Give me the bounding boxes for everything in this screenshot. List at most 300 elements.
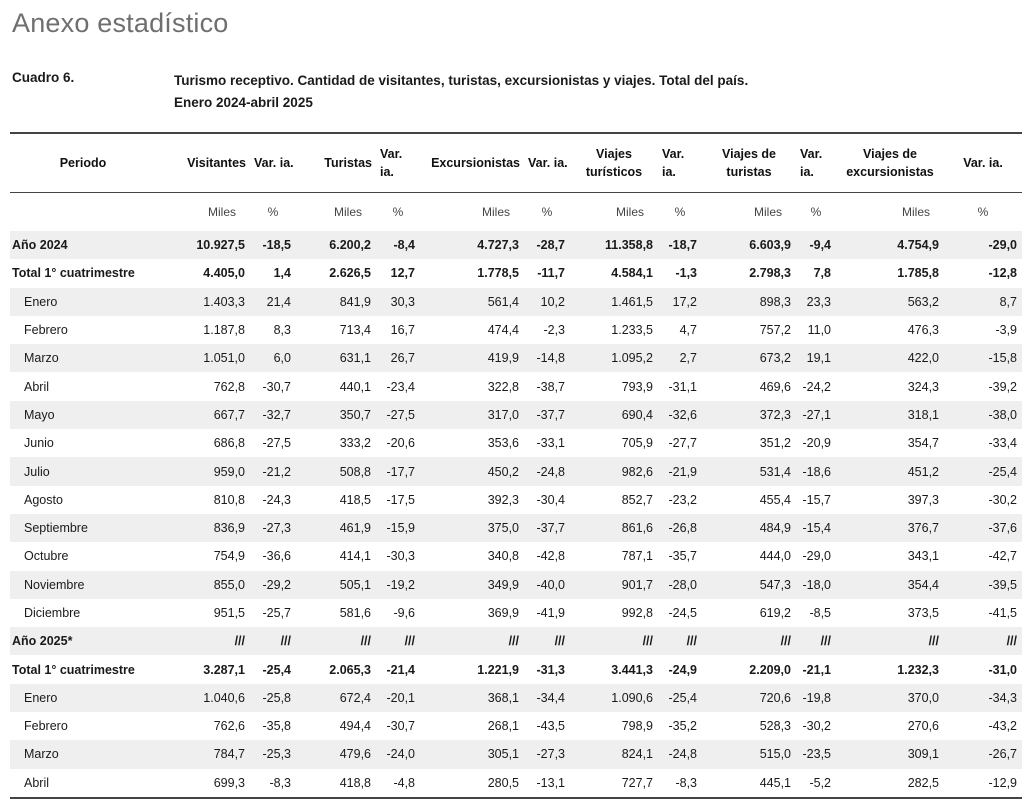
table-row (10, 514, 1022, 542)
variation-cell: -39,5 (944, 571, 1022, 599)
variation-cell: -38,7 (536, 379, 565, 394)
value-cell: 419,9 (420, 344, 524, 372)
header-visitantes: Visitantes (156, 133, 250, 193)
value-cell: 720,6 (702, 684, 796, 712)
value-cell: 2.065,3 (329, 662, 371, 677)
header-var: Var. ia. (524, 133, 570, 193)
variation-cell: -39,2 (988, 379, 1017, 394)
table-row (10, 401, 1022, 429)
header-viajes-de-excursionistas: Viajes de excursionistas (836, 133, 944, 193)
variation-cell: -12,8 (988, 266, 1017, 281)
variation-cell: 7,8 (813, 266, 831, 281)
variation-cell: 19,1 (796, 344, 836, 372)
variation-cell: /// (658, 627, 702, 655)
value-cell: 1.090,6 (570, 684, 658, 712)
value-cell: 445,1 (702, 769, 796, 798)
header-viajes-de-turistas: Viajes de turistas (702, 133, 796, 193)
variation-cell: -19,8 (796, 684, 836, 712)
variation-cell: -24,5 (668, 606, 697, 620)
value-cell: 322,8 (487, 379, 519, 394)
variation-cell: -33,1 (536, 436, 565, 451)
variation-cell: 17,2 (658, 288, 702, 316)
value-cell: 469,6 (759, 379, 791, 394)
variation-cell: -24,3 (262, 492, 291, 507)
value-cell: 508,8 (296, 457, 376, 485)
period-cell: Total 1° cuatrimestre (12, 266, 135, 281)
value-cell: /// (836, 627, 944, 655)
variation-cell: -12,9 (944, 769, 1022, 798)
variation-cell: -33,4 (988, 436, 1017, 451)
value-cell: 494,4 (339, 719, 371, 734)
period-cell: Mayo (10, 401, 156, 429)
variation-cell: 11,0 (807, 323, 831, 338)
table-row (10, 684, 1022, 712)
unit-miles: Miles (615, 205, 644, 219)
variation-cell: -13,1 (524, 769, 570, 798)
variation-cell: -1,3 (675, 266, 697, 281)
value-cell: 561,4 (420, 288, 524, 316)
value-cell: 444,0 (759, 549, 791, 564)
variation-cell: 2,7 (658, 344, 702, 372)
period-cell: Marzo (10, 740, 156, 768)
value-cell: 667,7 (156, 401, 250, 429)
value-cell: 901,7 (570, 571, 658, 599)
variation-cell: 26,7 (376, 344, 420, 372)
value-cell: 333,2 (339, 436, 371, 451)
value-cell: 373,5 (907, 606, 939, 620)
value-cell: 515,0 (702, 740, 796, 768)
value-cell: 686,8 (213, 436, 245, 451)
value-cell: 841,9 (296, 288, 376, 316)
variation-cell: -25,7 (262, 606, 291, 620)
value-cell: 762,6 (213, 719, 245, 734)
unit-miles: Miles (481, 205, 510, 219)
value-cell: 705,9 (621, 436, 653, 451)
value-cell: 455,4 (759, 492, 791, 507)
value-cell: 450,2 (420, 457, 524, 485)
value-cell: 354,7 (907, 436, 939, 451)
value-cell: 351,2 (759, 436, 791, 451)
value-cell: 375,0 (420, 514, 524, 542)
cuadro-label: Cuadro 6. (12, 70, 75, 85)
value-cell: 270,6 (907, 719, 939, 734)
period-cell: Año 2025* (10, 627, 156, 655)
value-cell: 474,4 (487, 323, 519, 338)
value-cell: 1.233,5 (611, 323, 653, 338)
value-cell: 440,1 (339, 379, 371, 394)
unit-miles: Miles (753, 205, 782, 219)
variation-cell: -2,3 (543, 323, 565, 338)
value-cell: 672,4 (296, 684, 376, 712)
value-cell: 479,6 (296, 740, 376, 768)
variation-cell: -25,8 (250, 684, 296, 712)
variation-cell: -43,2 (988, 719, 1017, 734)
value-cell: 861,6 (570, 514, 658, 542)
variation-cell: -28,0 (658, 571, 702, 599)
variation-cell: 8,7 (944, 288, 1022, 316)
variation-cell: /// (376, 627, 420, 655)
variation-cell: -8,3 (658, 769, 702, 798)
table-row (10, 259, 1022, 287)
variation-cell: /// (796, 627, 836, 655)
period-cell: Diciembre (24, 606, 81, 620)
unit-miles: Miles (901, 205, 930, 219)
variation-cell: 30,3 (376, 288, 420, 316)
table-header-row (10, 133, 1022, 193)
variation-cell: -28,7 (524, 231, 570, 259)
header-excursionistas: Excursionistas (420, 133, 524, 193)
period-cell: Enero (10, 288, 156, 316)
table-row (10, 655, 1022, 683)
variation-cell: -31,0 (988, 662, 1017, 677)
period-cell: Total 1° cuatrimestre (12, 662, 135, 677)
variation-cell: -24,2 (802, 379, 831, 394)
value-cell: 855,0 (156, 571, 250, 599)
value-cell: 992,8 (621, 606, 653, 620)
value-cell: /// (420, 627, 524, 655)
header-var: Var. ia. (944, 133, 1022, 193)
variation-cell: -21,4 (386, 662, 415, 677)
value-cell: 318,1 (836, 401, 944, 429)
variation-cell: -21,2 (250, 457, 296, 485)
variation-cell: 12,7 (390, 266, 415, 281)
unit-pct: % (392, 205, 404, 219)
variation-cell: -8,5 (809, 606, 831, 620)
value-cell: 305,1 (420, 740, 524, 768)
variation-cell: /// (944, 627, 1022, 655)
variation-cell: -25,4 (658, 684, 702, 712)
variation-cell: -42,8 (536, 549, 565, 564)
value-cell: 309,1 (836, 740, 944, 768)
variation-cell: 1,4 (273, 266, 291, 281)
value-cell: 6.603,9 (702, 231, 796, 259)
table-row (10, 712, 1022, 740)
value-cell: 4.584,1 (611, 266, 653, 281)
value-cell: 563,2 (836, 288, 944, 316)
table-row (10, 486, 1022, 514)
variation-cell: -15,8 (944, 344, 1022, 372)
value-cell: 619,2 (759, 606, 791, 620)
unit-pct: % (541, 205, 553, 219)
value-cell: 784,7 (156, 740, 250, 768)
value-cell: 547,3 (702, 571, 796, 599)
variation-cell: -30,2 (988, 492, 1017, 507)
variation-cell: -18,5 (250, 231, 296, 259)
units-row (10, 193, 1022, 232)
variation-cell: -15,7 (802, 492, 831, 507)
variation-cell: -18,6 (796, 457, 836, 485)
variation-cell: -20,1 (376, 684, 420, 712)
variation-cell: -37,7 (524, 401, 570, 429)
variation-cell: -27,3 (250, 514, 296, 542)
variation-cell: -23,4 (386, 379, 415, 394)
value-cell: 397,3 (907, 492, 939, 507)
header-var: Var. ia. (796, 133, 836, 193)
value-cell: 268,1 (487, 719, 519, 734)
value-cell: 727,7 (570, 769, 658, 798)
variation-cell: -34,4 (524, 684, 570, 712)
value-cell: 713,4 (339, 323, 371, 338)
value-cell: /// (702, 627, 796, 655)
value-cell: 2.798,3 (749, 266, 791, 281)
variation-cell: -24,0 (376, 740, 420, 768)
value-cell: 343,1 (907, 549, 939, 564)
value-cell: 4.727,3 (420, 231, 524, 259)
variation-cell: -11,7 (537, 266, 565, 281)
header-var: Var. ia. (376, 133, 420, 193)
variation-cell: -29,0 (802, 549, 831, 564)
variation-cell: 10,2 (524, 288, 570, 316)
variation-cell: 16,7 (390, 323, 415, 338)
header-turistas: Turistas (296, 133, 376, 193)
value-cell: 484,9 (702, 514, 796, 542)
header-periodo: Periodo (10, 133, 156, 193)
period-cell: Enero (10, 684, 156, 712)
value-cell: 1.221,9 (477, 662, 519, 677)
variation-cell: -26,7 (944, 740, 1022, 768)
variation-cell: -35,2 (668, 719, 697, 734)
variation-cell: -25,3 (250, 740, 296, 768)
value-cell: 4.754,9 (836, 231, 944, 259)
variation-cell: -30,7 (386, 719, 415, 734)
variation-cell: -27,5 (376, 401, 420, 429)
variation-cell: /// (524, 627, 570, 655)
value-cell: 2.626,5 (329, 266, 371, 281)
table-row (10, 627, 1022, 655)
variation-cell: -42,7 (988, 549, 1017, 564)
variation-cell: -29,0 (944, 231, 1022, 259)
value-cell: 349,9 (420, 571, 524, 599)
cuadro-title (174, 70, 748, 114)
value-cell: 340,8 (487, 549, 519, 564)
value-cell: 422,0 (836, 344, 944, 372)
value-cell: 1.095,2 (570, 344, 658, 372)
variation-cell: -15,9 (376, 514, 420, 542)
value-cell: 982,6 (570, 457, 658, 485)
variation-cell: -30,2 (802, 719, 831, 734)
variation-cell: -15,4 (796, 514, 836, 542)
value-cell: 951,5 (213, 606, 245, 620)
variation-cell: -29,2 (250, 571, 296, 599)
variation-cell: -14,8 (524, 344, 570, 372)
value-cell: 476,3 (907, 323, 939, 338)
variation-cell: -17,7 (376, 457, 420, 485)
value-cell: 280,5 (420, 769, 524, 798)
period-cell: Agosto (24, 492, 63, 507)
value-cell: 959,0 (156, 457, 250, 485)
unit-pct: % (977, 205, 989, 219)
variation-cell: -32,6 (658, 401, 702, 429)
variation-cell: -30,3 (386, 549, 415, 564)
variation-cell: -24,9 (668, 662, 697, 677)
variation-cell: -34,3 (944, 684, 1022, 712)
value-cell: 392,3 (487, 492, 519, 507)
value-cell: 836,9 (156, 514, 250, 542)
value-cell: 1.461,5 (570, 288, 658, 316)
value-cell: 282,5 (836, 769, 944, 798)
variation-cell: -20,6 (386, 436, 415, 451)
value-cell: 317,0 (420, 401, 524, 429)
value-cell: 418,5 (339, 492, 371, 507)
unit-pct: % (674, 205, 686, 219)
variation-cell: -43,5 (536, 719, 565, 734)
variation-cell: -37,6 (944, 514, 1022, 542)
variation-cell: -21,1 (802, 662, 831, 677)
value-cell: 754,9 (213, 549, 245, 564)
value-cell: 1.785,8 (897, 266, 939, 281)
value-cell: /// (156, 627, 250, 655)
variation-cell: -25,4 (262, 662, 291, 677)
value-cell: 368,1 (420, 684, 524, 712)
table-row (10, 769, 1022, 798)
value-cell: 787,1 (621, 549, 653, 564)
value-cell: 3.441,3 (611, 662, 653, 677)
value-cell: /// (570, 627, 658, 655)
value-cell: 762,8 (213, 379, 245, 394)
value-cell: 4.405,0 (203, 266, 245, 281)
value-cell: 631,1 (296, 344, 376, 372)
variation-cell: -38,0 (944, 401, 1022, 429)
variation-cell: -24,8 (658, 740, 702, 768)
variation-cell: -35,7 (668, 549, 697, 564)
variation-cell: 21,4 (250, 288, 296, 316)
value-cell: 11.358,8 (570, 231, 658, 259)
value-cell: 699,3 (156, 769, 250, 798)
period-cell: Marzo (10, 344, 156, 372)
period-cell: Julio (10, 457, 156, 485)
value-cell: 1.232,3 (897, 662, 939, 677)
variation-cell: -26,8 (658, 514, 702, 542)
table-row (10, 231, 1022, 259)
value-cell: 1.051,0 (156, 344, 250, 372)
variation-cell: -36,6 (262, 549, 291, 564)
table-row (10, 457, 1022, 485)
variation-cell: -4,8 (376, 769, 420, 798)
table-row (10, 344, 1022, 372)
variation-cell: -37,7 (524, 514, 570, 542)
variation-cell: -9,6 (393, 606, 415, 620)
value-cell: 824,1 (570, 740, 658, 768)
variation-cell: -23,2 (668, 492, 697, 507)
value-cell: 581,6 (339, 606, 371, 620)
period-cell: Abril (10, 769, 156, 798)
value-cell: 798,9 (621, 719, 653, 734)
period-cell: Febrero (24, 323, 68, 338)
table-row (10, 599, 1022, 627)
period-cell: Octubre (24, 549, 69, 564)
value-cell: 324,3 (907, 379, 939, 394)
variation-cell: -8,4 (376, 231, 420, 259)
variation-cell: -23,5 (796, 740, 836, 768)
variation-cell: -18,0 (796, 571, 836, 599)
unit-miles: Miles (207, 205, 236, 219)
header-viajes-turisticos: Viajes turísticos (570, 133, 658, 193)
table-row (10, 740, 1022, 768)
period-cell: Abril (24, 379, 50, 394)
value-cell: 414,1 (339, 549, 371, 564)
value-cell: 810,8 (213, 492, 245, 507)
variation-cell: /// (250, 627, 296, 655)
variation-cell: -21,9 (658, 457, 702, 485)
value-cell: 461,9 (296, 514, 376, 542)
variation-cell: 4,7 (679, 323, 697, 338)
variation-cell: -5,2 (796, 769, 836, 798)
period-cell: Noviembre (10, 571, 156, 599)
header-var: Var. ia. (250, 133, 296, 193)
value-cell: 528,3 (759, 719, 791, 734)
variation-cell: -9,4 (796, 231, 836, 259)
variation-cell: -8,3 (250, 769, 296, 798)
table-row (10, 571, 1022, 599)
variation-cell: -3,9 (995, 323, 1017, 338)
value-cell: 353,6 (487, 436, 519, 451)
value-cell: 369,9 (487, 606, 519, 620)
variation-cell: 6,0 (250, 344, 296, 372)
value-cell: 350,7 (296, 401, 376, 429)
value-cell: 531,4 (702, 457, 796, 485)
value-cell: 451,2 (836, 457, 944, 485)
period-cell: Febrero (24, 719, 68, 734)
variation-cell: -40,0 (524, 571, 570, 599)
variation-cell: 8,3 (273, 323, 291, 338)
unit-miles: Miles (333, 205, 362, 219)
value-cell: 690,4 (570, 401, 658, 429)
value-cell: 376,7 (836, 514, 944, 542)
value-cell: 757,2 (759, 323, 791, 338)
variation-cell: -41,5 (988, 606, 1017, 620)
variation-cell: -30,7 (262, 379, 291, 394)
unit-pct: % (810, 205, 822, 219)
variation-cell: -41,9 (536, 606, 565, 620)
value-cell: 1.040,6 (156, 684, 250, 712)
table-row (10, 288, 1022, 316)
table-row (10, 372, 1022, 400)
variation-cell: 23,3 (796, 288, 836, 316)
variation-cell: -20,9 (802, 436, 831, 451)
statistics-table (10, 132, 1022, 799)
value-cell: 6.200,2 (296, 231, 376, 259)
value-cell: 1.187,8 (203, 323, 245, 338)
value-cell: 2.209,0 (749, 662, 791, 677)
period-cell: Septiembre (10, 514, 156, 542)
annex-title: Anexo estadístico (12, 8, 229, 38)
unit-pct: % (267, 205, 279, 219)
value-cell: 1.778,5 (477, 266, 519, 281)
value-cell: 3.287,1 (203, 662, 245, 677)
variation-cell: -25,4 (944, 457, 1022, 485)
value-cell: 372,3 (702, 401, 796, 429)
header-var: Var. ia. (658, 133, 702, 193)
variation-cell: -27,3 (524, 740, 570, 768)
units-empty (10, 193, 156, 232)
cuadro-title-line1: Turismo receptivo. Cantidad de visitantes, turistas, excursionistas y viajes. Total del país. (174, 73, 749, 88)
value-cell: 673,2 (702, 344, 796, 372)
variation-cell: -30,4 (536, 492, 565, 507)
period-cell: Junio (24, 436, 54, 451)
variation-cell: -17,5 (386, 492, 415, 507)
cuadro-title-line2: Enero 2024-abril 2025 (174, 95, 313, 110)
variation-cell: -27,7 (668, 436, 697, 451)
variation-cell: -27,5 (262, 436, 291, 451)
value-cell: 793,9 (621, 379, 653, 394)
statistics-table-wrapper (10, 132, 1022, 799)
value-cell: 898,3 (702, 288, 796, 316)
period-cell: Año 2024 (10, 231, 156, 259)
value-cell: 10.927,5 (156, 231, 250, 259)
variation-cell: -35,8 (262, 719, 291, 734)
table-row (10, 316, 1022, 344)
value-cell: 852,7 (621, 492, 653, 507)
